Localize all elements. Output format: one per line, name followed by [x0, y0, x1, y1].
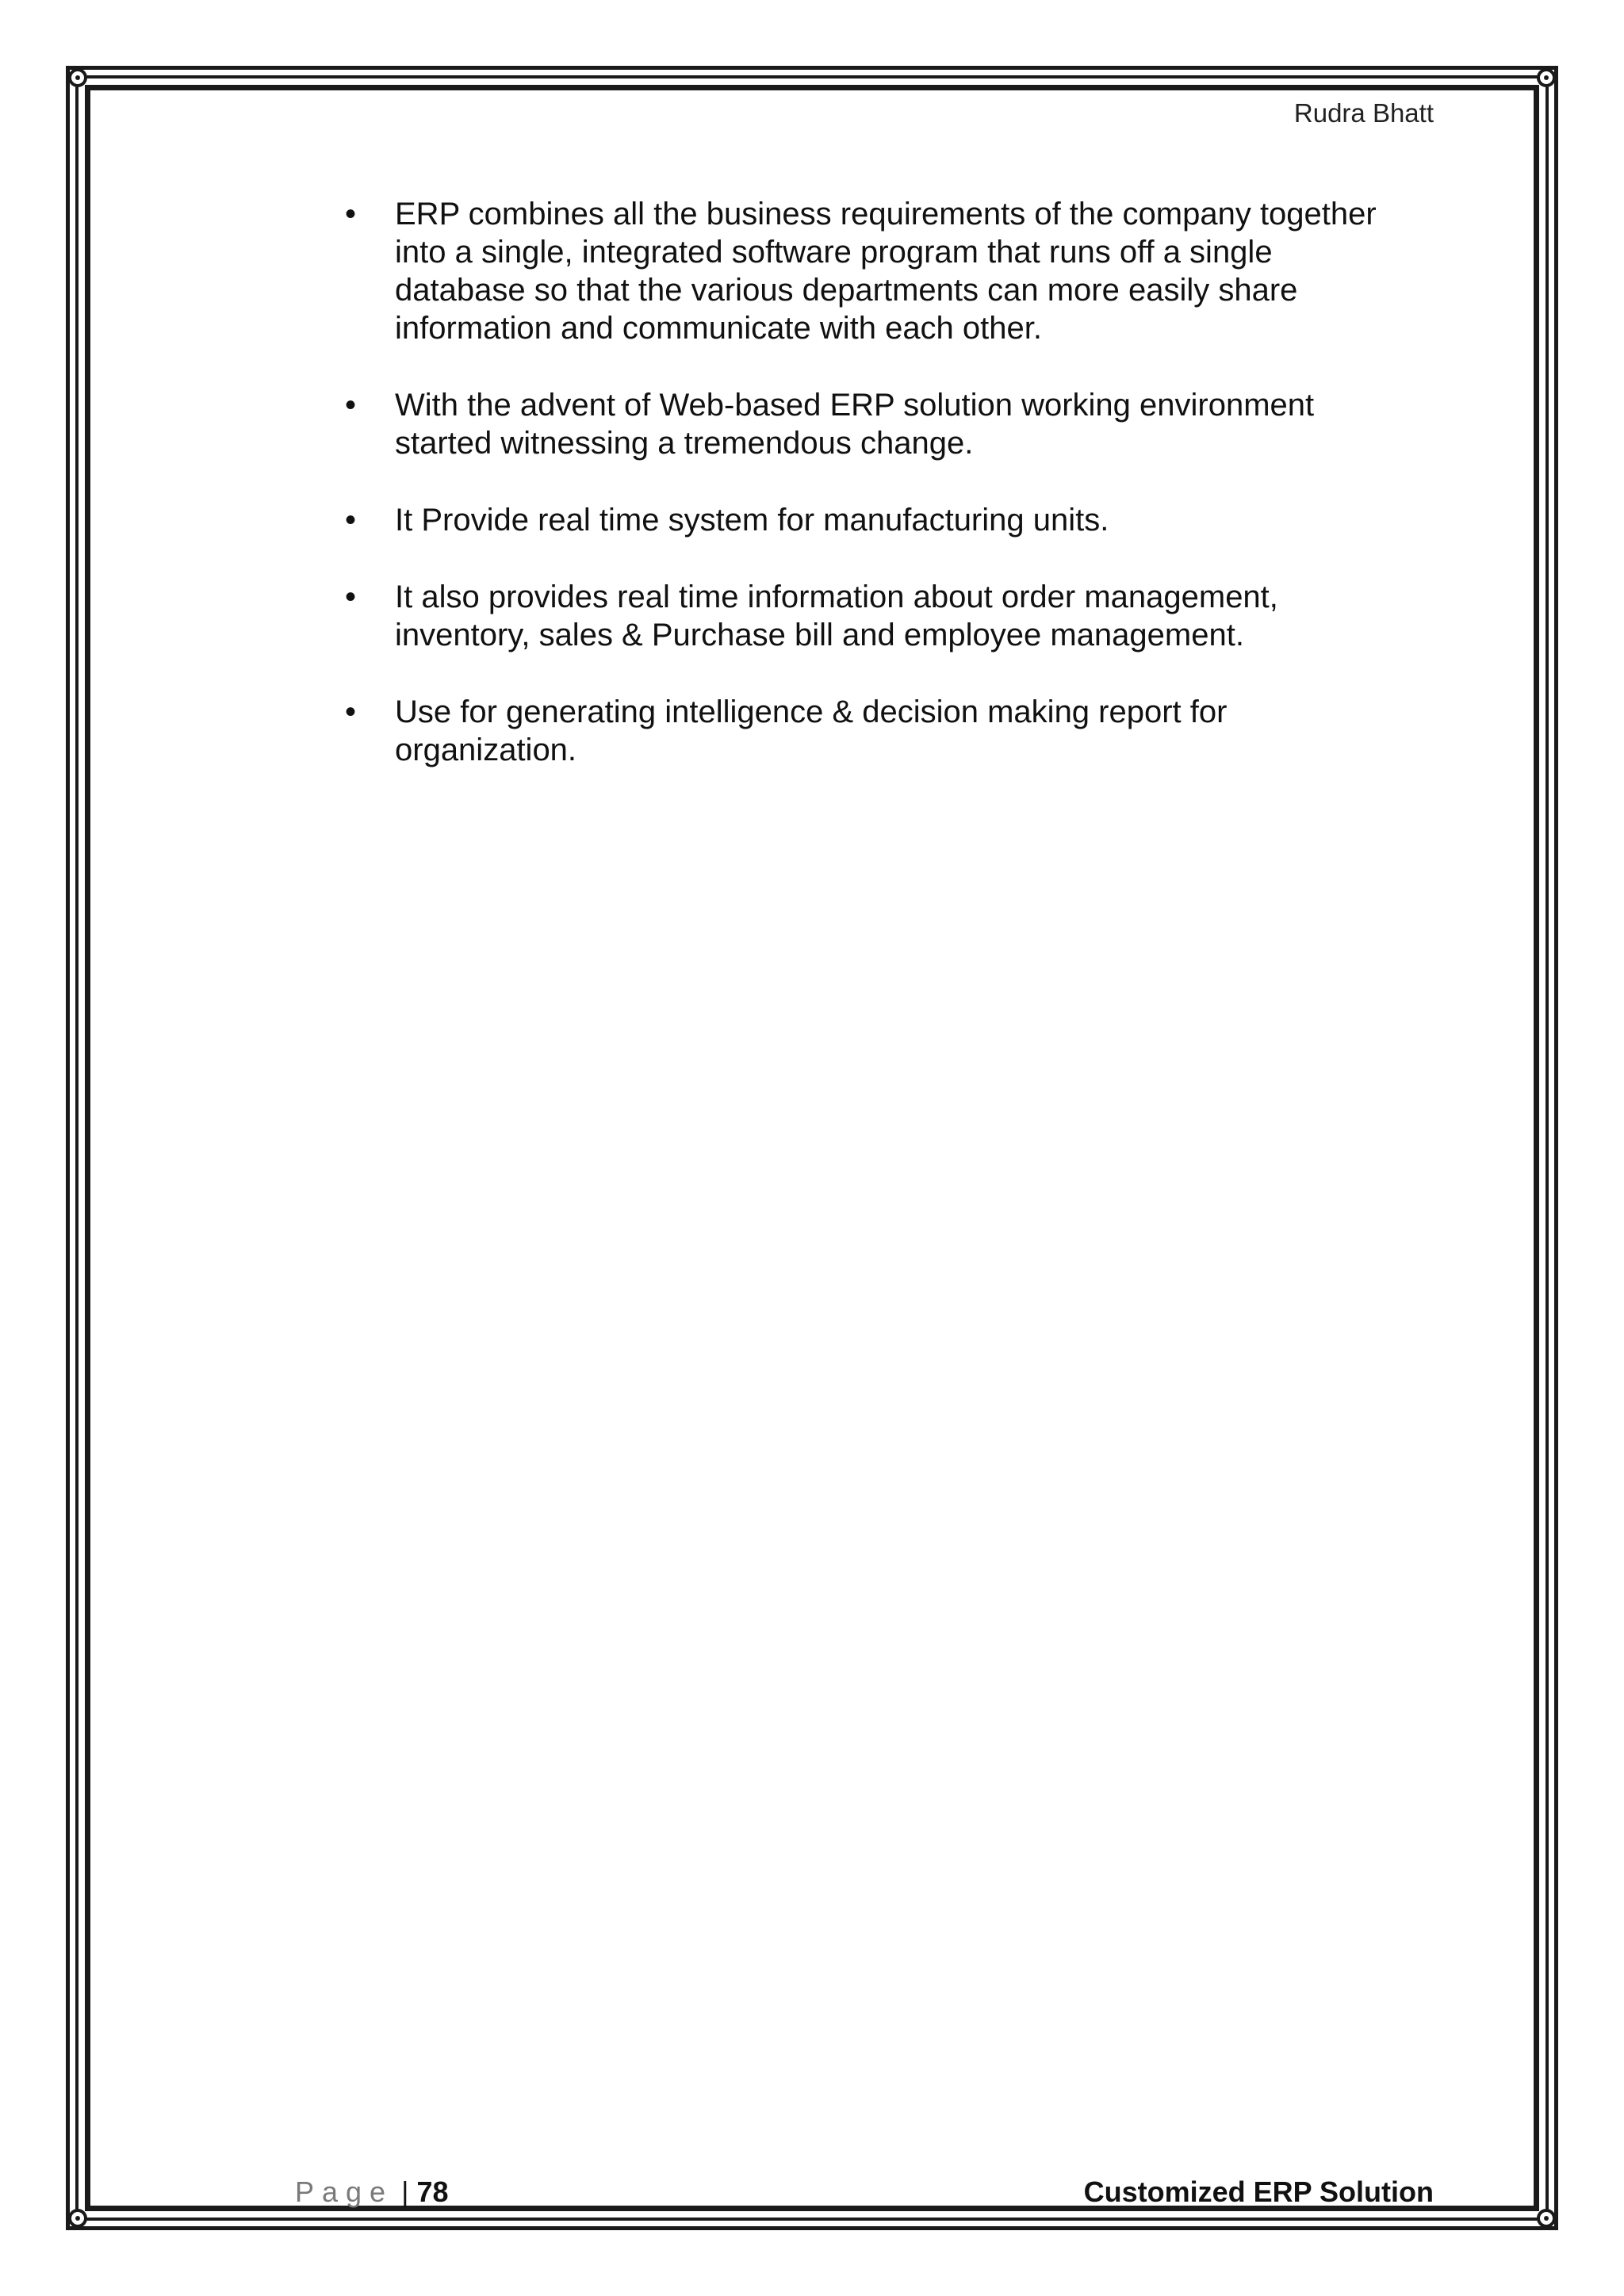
list-item	[333, 195, 1427, 347]
list-item	[333, 578, 1427, 654]
list-item	[333, 693, 1427, 769]
header-author: Rudra Bhatt	[1293, 98, 1434, 128]
list-item-text: It Provide real time system for manufacturing units.	[395, 503, 1109, 538]
page-number: 78	[416, 2175, 449, 2208]
bullet-icon: •	[345, 197, 357, 232]
list-item-text: Use for generating intelligence & decision making report for organization.	[395, 695, 1228, 767]
bullet-list	[333, 195, 1427, 769]
border-corner-rivet-icon	[68, 2209, 87, 2228]
page-content	[333, 195, 1427, 808]
bullet-icon: •	[345, 388, 357, 423]
list-item	[333, 501, 1427, 539]
list-item-text: ERP combines all the business requirements of the company together into a single, integrated software program that runs off a single database so that the various departments can more easily share information and communicate with each other.	[395, 197, 1377, 346]
list-item-text: With the advent of Web-based ERP solution working environment started witnessing a tremendous change.	[395, 388, 1315, 461]
footer-page-word: Page	[295, 2175, 394, 2208]
footer-document-title: Customized ERP Solution	[1083, 2175, 1434, 2208]
bullet-icon: •	[345, 695, 357, 729]
footer-page-label	[295, 2175, 449, 2209]
border-corner-rivet-icon	[1537, 2209, 1556, 2228]
list-item-text: It also provides real time information about order management, inventory, sales & Purchase bill and employee management.	[395, 580, 1278, 652]
bullet-icon: •	[345, 580, 357, 614]
border-corner-rivet-icon	[1537, 68, 1556, 87]
border-corner-rivet-icon	[68, 68, 87, 87]
footer-separator: |	[401, 2175, 409, 2208]
list-item	[333, 386, 1427, 462]
bullet-icon: •	[345, 503, 357, 538]
